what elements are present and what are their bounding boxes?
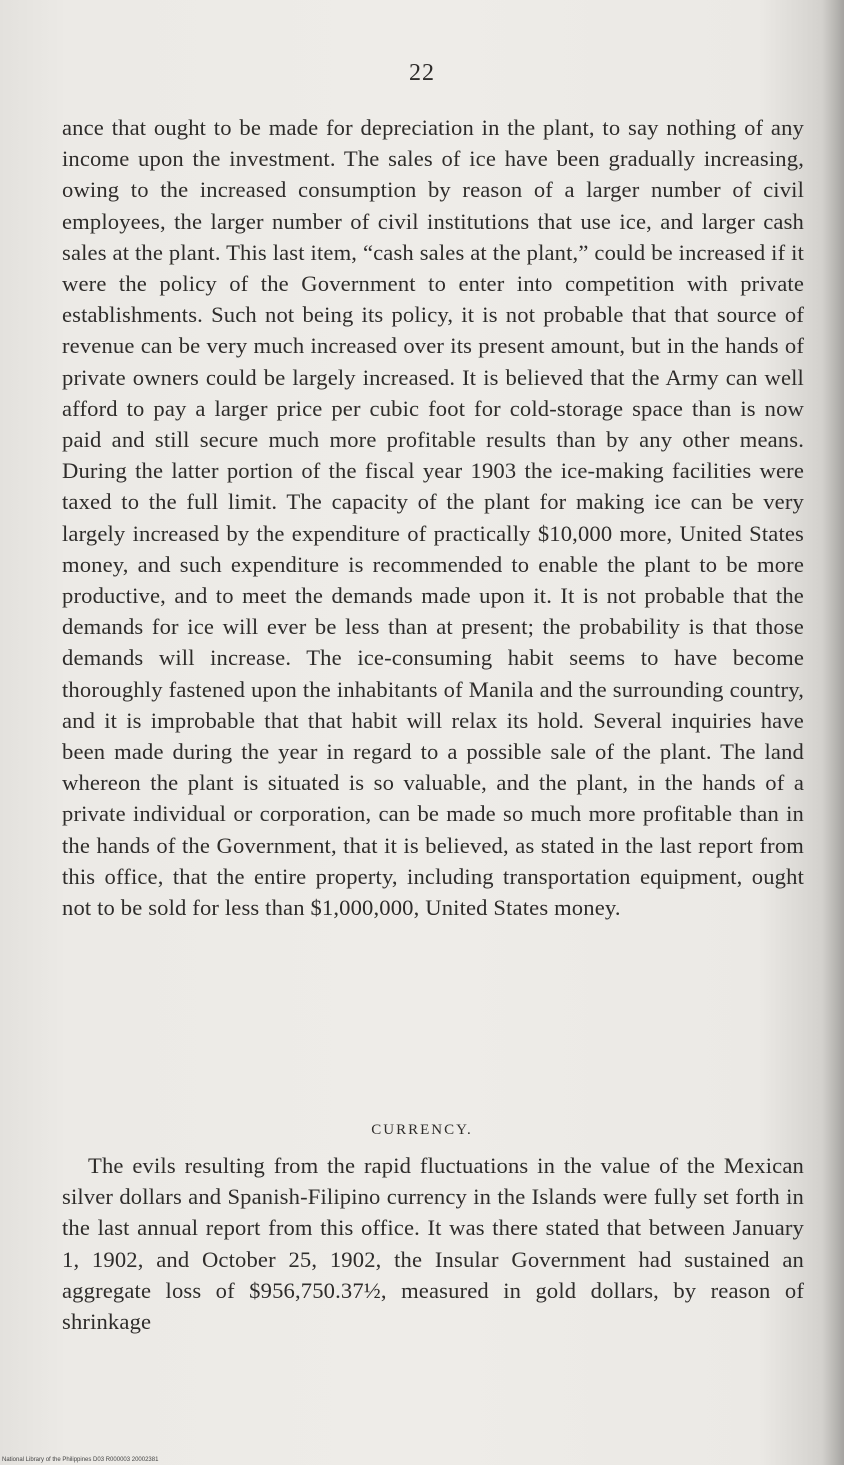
body-paragraph-currency: The evils resulting from the rapid fluctuations in the value of the Mexican silver dollars and Spanish-Filipino currency in the Islands were fully set forth in the last annual report from this office. It was there stated that between January 1, 1902, and October 25, 1902, the Insular Government had sustained an aggregate loss of $956,750.37½, measured in gold dollars, by reason of shrinkage [62, 1153, 804, 1335]
page-edge-shadow [822, 0, 844, 1465]
archive-credit: National Library of the Philippines D03 R000003 20002381 [2, 1457, 159, 1463]
section-heading-currency: CURRENCY. [371, 1122, 473, 1138]
body-paragraph-ice-plant: ance that ought to be made for depreciation in the plant, to say nothing of any income upon the investment. The sales of ice have been gradually increasing, owing to the increased consumption by reason of a larger number of civil employees, the larger number of civil institutions that use ice, and larger cash sales at the plant. This last item, “cash sales at the plant,” could be increased if it were the policy of the Government to enter into competition with private establishments. Such not being its policy, it is not probable that that source of revenue can be very much increased over its present amount, but in the hands of private owners could be largely increased. It is believed that the Army can well afford to pay a larger price per cubic foot for cold-storage space than is now paid and still secure much more profitable results than by any other means. During the latter portion of the fiscal year 1903 the ice-making facilities were taxed to the full limit. The capacity of the plant for making ice can be very largely increased by the expenditure of practically $10,000 more, United States money, and such expenditure is recommended to enable the plant to be more productive, and to meet the demands made upon it. It is not probable that the demands for ice will ever be less than at present; the probability is that those demands will increase. The ice-consuming habit seems to have become thoroughly fastened upon the inhabitants of Manila and the surrounding country, and it is improbable that that habit will relax its hold. Several inquiries have been made during the year in regard to a possible sale of the plant. The land whereon the plant is situated is so valuable, and the plant, in the hands of a private individual or corporation, can be made so much more profitable than in the hands of the Government, that it is believed, as stated in the last report from this office, that the entire property, including transportation equipment, ought not to be sold for less than $1,000,000, United States money. [62, 115, 804, 921]
page-number: 22 [409, 60, 435, 86]
